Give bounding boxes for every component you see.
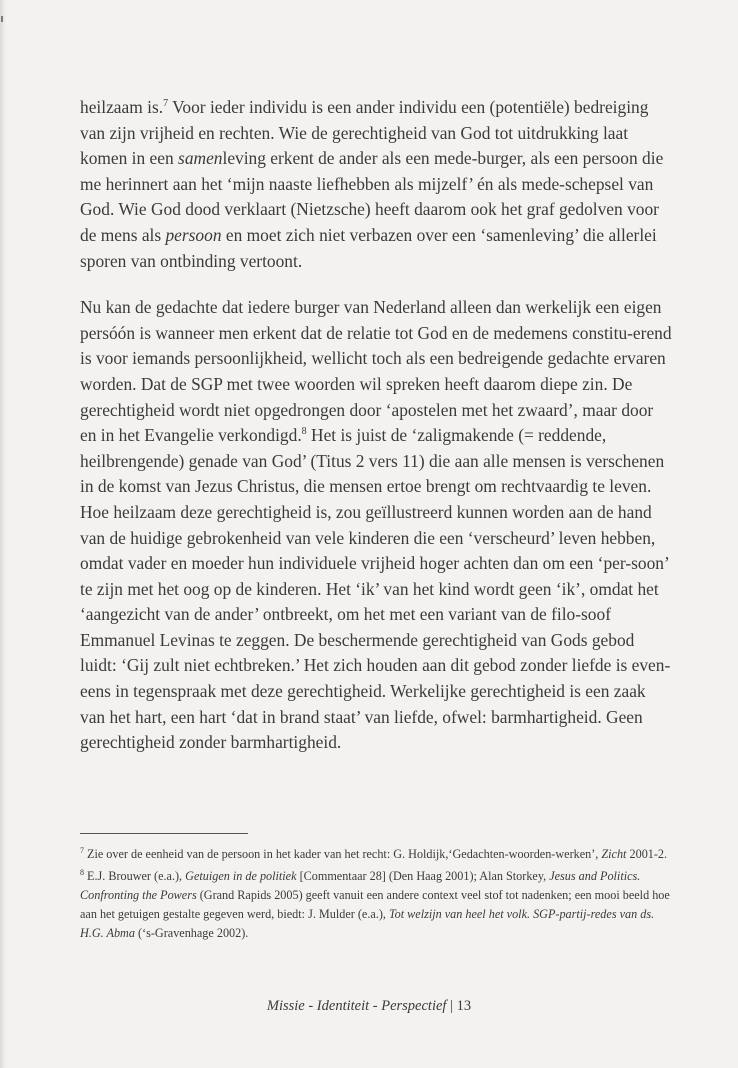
footnote-7 xyxy=(80,845,680,864)
paragraph-2 xyxy=(80,295,672,756)
footer-title: Missie - Identiteit - Perspectief xyxy=(266,998,447,1014)
footnote-8-c: [Commentaar 28] (Den Haag 2001); Alan Storkey, xyxy=(296,869,550,883)
footnote-7-text-2: 2001-2. xyxy=(626,847,668,861)
footnote-ref-7[interactable]: 7 xyxy=(163,98,169,110)
footer-separator: | xyxy=(446,998,457,1014)
paragraph-1-italic-samen: samen xyxy=(178,148,223,169)
paragraph-1-seg-2: Voor ieder individu is een ander individu een (potentiële) bedreiging van zijn vrijheid en rechten. Wie de gerechtigheid van God tot uitdrukking laat komen in een xyxy=(80,97,649,169)
footnote-7-text: Zie over de eenheid van de persoon in het kader van het recht: G. Holdijk,‘Gedachten-woorden-werken’, xyxy=(87,847,602,861)
footnote-8 xyxy=(80,867,680,943)
paragraph-2-seg-2: Het is juist de ‘zaligmakende (= reddende, heilbrengende) genade van God’ (Titus 2 vers 11) die aan alle mensen is verschenen in de komst van Jezus Christus, die mensen ertoe brengt om rechtvaardig te leven. Hoe heilzaam deze gerechtigheid is, zou geïllustreerd kunnen worden aan de hand van de huidige gebrokenheid van vele kinderen die een ‘verscheurd’ leven hebben, omdat vader en moeder hun individuele vrijheid hoger achten dan om een ‘per-soon’ te zijn met het oog op de kinderen. Het ‘ik’ van het kind wordt geen ‘ik’, omdat het ‘aangezicht van de ander’ ontbreekt, om het met een variant van de filo-soof Emmanuel Levinas te zeggen. De beschermende gerechtigheid van Gods gebod luidt: ‘Gij zult niet echtbreken.’ Het zich houden aan dit gebod zonder liefde is even-eens in tegenspraak met deze gerechtigheid. Werkelijke gerechtigheid is een zaak van het hart, een hart ‘dat in brand staat’ van liefde, ofwel: barmhartigheid. Geen gerechtigheid zonder barmhartigheid. xyxy=(80,425,671,753)
footnote-divider xyxy=(80,833,248,834)
body-text xyxy=(80,95,672,777)
footnote-7-italic: Zicht xyxy=(601,847,627,861)
binding-shadow xyxy=(0,0,6,1068)
paragraph-2-seg-1: Nu kan de gedachte dat iedere burger van Nederland alleen dan werkelijk een eigen persóón is wanneer men erkent dat de relatie tot God en de medemens constitu-erend is voor iemands persoonlijkheid, wellicht toch als een bedreigende gedachte ervaren worden. Dat de SGP met twee woorden wil spreken heeft daarom diepe zin. De gerechtigheid wordt niet opgedrongen door ‘apostelen met het zwaard’, maar door en in het Evangelie verkondigd. xyxy=(80,297,672,446)
footnote-8-f-italic: Tot welzijn van heel het volk. SGP-partij-redes van ds. H.G. Abma xyxy=(80,907,655,940)
page-number: 13 xyxy=(456,998,472,1014)
footnote-8-mark: 8 xyxy=(80,867,84,877)
paragraph-1-seg-4: en moet zich niet verbazen over een ‘samenleving’ die allerlei sporen van ontbinding vertoont. xyxy=(80,224,657,271)
page-footer xyxy=(0,998,738,1015)
footnote-8-a: E.J. Brouwer (e.a.), xyxy=(87,869,186,883)
paragraph-1-italic-persoon: persoon xyxy=(165,224,222,245)
paragraph-1-seg-1: heilzaam is. xyxy=(80,97,164,117)
edge-mark xyxy=(1,16,3,22)
footnote-8-b-italic: Getuigen in de politiek xyxy=(185,869,297,883)
footnote-8-e: (Grand Rapids 2005) geeft vanuit een andere context veel stof tot nadenken; een mooi beeld hoe aan het getuigen gestalte gegeven werd, biedt: J. Mulder (e.a.), xyxy=(80,888,670,921)
paragraph-1-seg-3: leving erkent de ander als een mede-burger, als een persoon die me herinnert aan het ‘mijn naaste liefhebben als mijzelf’ én als mede-schepsel van God. Wie God dood verklaart (Nietzsche) heeft daarom ook het graf gedolven voor de mens als xyxy=(80,148,664,245)
footnote-8-d-italic: Jesus and Politics. Confronting the Powers xyxy=(80,869,641,902)
footnote-7-mark: 7 xyxy=(80,845,84,855)
footnotes xyxy=(80,845,680,946)
footnote-8-g: (‘s-Gravenhage 2002). xyxy=(134,926,249,940)
footnote-ref-8[interactable]: 8 xyxy=(301,426,307,438)
paragraph-1 xyxy=(80,95,672,274)
